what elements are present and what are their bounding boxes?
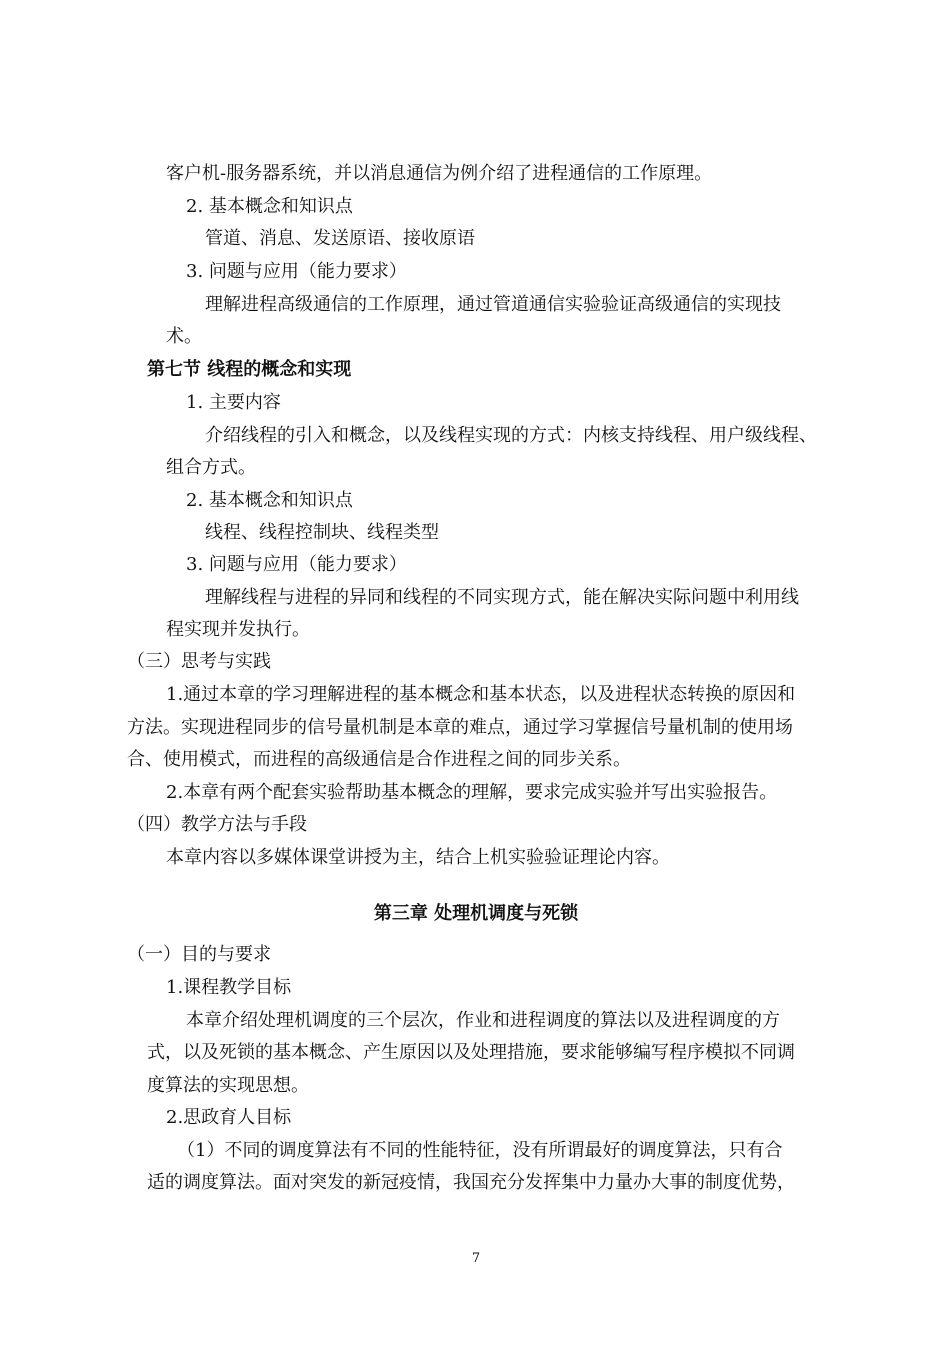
section-heading: （四）教学方法与手段 — [127, 814, 307, 835]
paragraph-line: 本章介绍处理机调度的三个层次，作业和进程调度的算法以及进程调度的方 — [186, 1010, 780, 1031]
item-title: 1.课程教学目标 — [166, 977, 292, 998]
paragraph-line: 本章内容以多媒体课堂讲授为主，结合上机实验验证理论内容。 — [166, 847, 670, 868]
item-title: 3. 问题与应用（能力要求） — [186, 554, 407, 575]
paragraph-line: 2.本章有两个配套实验帮助基本概念的理解，要求完成实验并写出实验报告。 — [166, 782, 778, 803]
paragraph-line: 组合方式。 — [166, 457, 256, 478]
paragraph-line: 式，以及死锁的基本概念、产生原因以及处理措施，要求能够编写程序模拟不同调 — [147, 1042, 795, 1063]
item-title: 1. 主要内容 — [186, 392, 281, 413]
paragraph-line: 术。 — [166, 326, 202, 347]
paragraph-line: （1）不同的调度算法有不同的性能特征，没有所谓最好的调度算法，只有合 — [177, 1140, 783, 1161]
page-number: 7 — [471, 1251, 481, 1266]
paragraph-line: 介绍线程的引入和概念，以及线程实现的方式：内核支持线程、用户级线程、 — [205, 425, 817, 446]
paragraph-line: 程实现并发执行。 — [166, 619, 310, 640]
item-title: 2. 基本概念和知识点 — [186, 196, 353, 217]
paragraph-line: 合、使用模式，而进程的高级通信是合作进程之间的同步关系。 — [127, 749, 631, 770]
item-title: 3. 问题与应用（能力要求） — [186, 261, 407, 282]
paragraph-line: 度算法的实现思想。 — [147, 1075, 309, 1096]
paragraph-line: 适的调度算法。面对突发的新冠疫情，我国充分发挥集中力量办大事的制度优势， — [147, 1172, 795, 1193]
paragraph-line: 理解线程与进程的异同和线程的不同实现方式，能在解决实际问题中利用线 — [205, 587, 799, 608]
paragraph-line: 客户机-服务器系统，并以消息通信为例介绍了进程通信的工作原理。 — [166, 163, 713, 184]
paragraph-line: 方法。实现进程同步的信号量机制是本章的难点，通过学习掌握信号量机制的使用场 — [127, 717, 793, 738]
item-title: 2. 基本概念和知识点 — [186, 490, 353, 511]
paragraph-line: 1.通过本章的学习理解进程的基本概念和基本状态，以及进程状态转换的原因和 — [166, 684, 796, 705]
paragraph-line: 理解进程高级通信的工作原理，通过管道通信实验验证高级通信的实现技 — [205, 294, 781, 315]
section-heading: 第七节 线程的概念和实现 — [147, 359, 352, 380]
section-heading: （三）思考与实践 — [127, 651, 271, 672]
paragraph-line: 线程、线程控制块、线程类型 — [205, 522, 439, 543]
chapter-title: 第三章 处理机调度与死锁 — [373, 903, 579, 924]
section-heading: （一）目的与要求 — [127, 944, 271, 965]
item-title: 2.思政育人目标 — [166, 1107, 292, 1128]
paragraph-line: 管道、消息、发送原语、接收原语 — [205, 228, 475, 249]
